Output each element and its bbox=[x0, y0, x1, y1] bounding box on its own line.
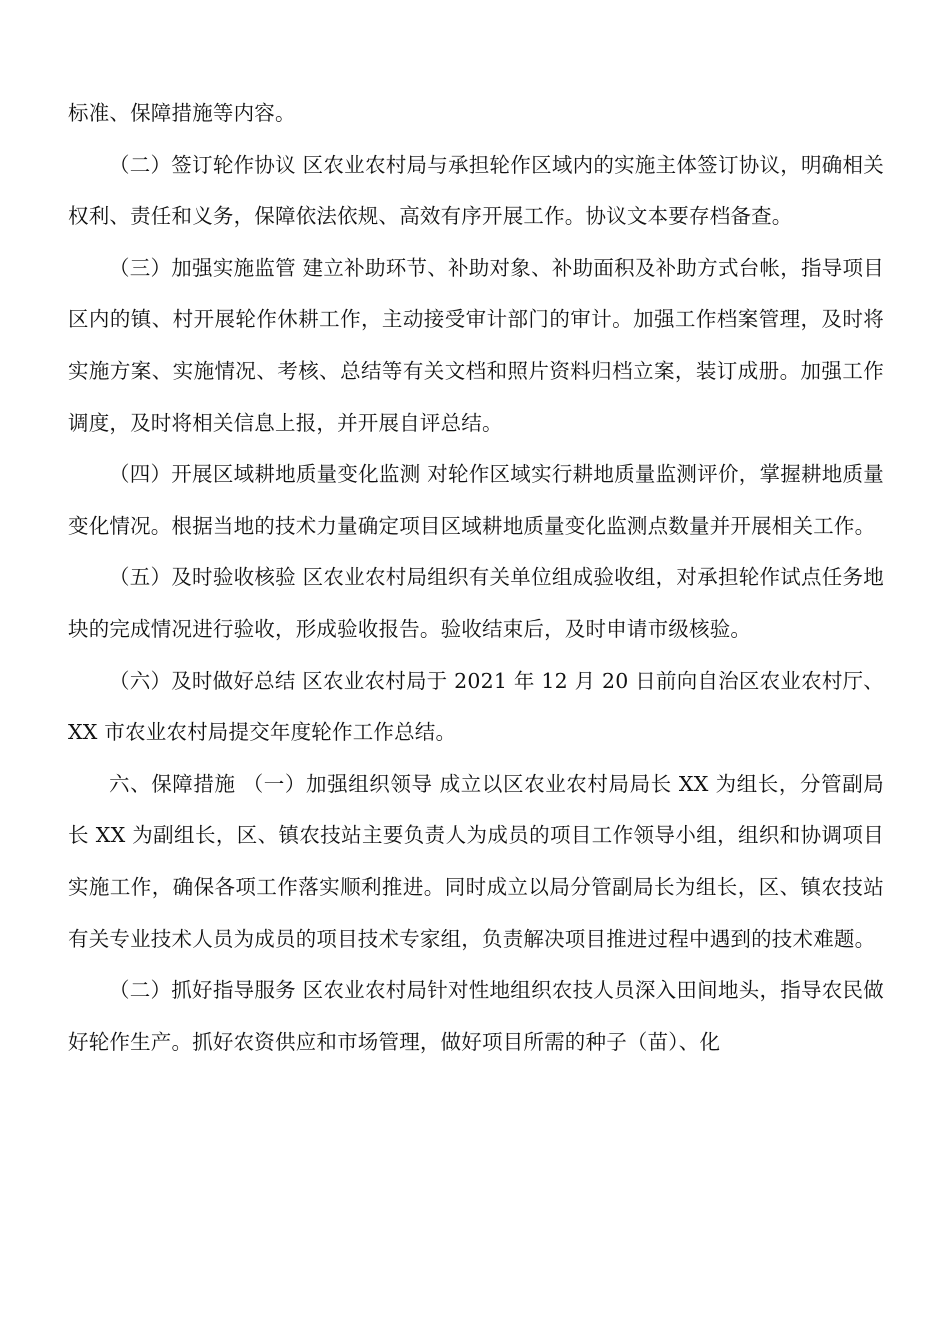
paragraph-acceptance: （五）及时验收核验 区农业农村局组织有关单位组成验收组，对承担轮作试点任务地块的完成情况进行验收，形成验收报告。验收结束后，及时申请市级核验。 bbox=[68, 565, 884, 641]
paragraph-continuation: 标准、保障措施等内容。 bbox=[68, 101, 296, 125]
document-body bbox=[68, 88, 884, 1068]
paragraph-safeguards-leadership: 六、保障措施 （一）加强组织领导 成立以区农业农村局局长 XX 为组长，分管副局长 XX 为副组长，区、镇农技站主要负责人为成员的项目工作领导小组，组织和协调项目实施工作，确保各项工作落实顺利推进。同时成立以局分管副局长为组长，区、镇农技站有关专业技术人员为成员的项目技术专家组，负责解决项目推进过程中遇到的技术难题。 bbox=[68, 771, 884, 951]
paragraph-summary: （六）及时做好总结 区农业农村局于 2021 年 12 月 20 日前向自治区农业农村厅、XX 市农业农村局提交年度轮作工作总结。 bbox=[68, 668, 884, 745]
paragraph-supervision: （三）加强实施监管 建立补助环节、补助对象、补助面积及补助方式台帐，指导项目区内的镇、村开展轮作休耕工作，主动接受审计部门的审计。加强工作档案管理，及时将实施方案、实施情况、考核、总结等有关文档和照片资料归档立案，装订成册。加强工作调度，及时将相关信息上报，并开展自评总结。 bbox=[68, 255, 884, 435]
paragraph-guidance-service: （二）抓好指导服务 区农业农村局针对性地组织农技人员深入田间地头，指导农民做好轮作生产。抓好农资供应和市场管理，做好项目所需的种子（苗）、化 bbox=[68, 978, 884, 1054]
paragraph-quality-monitoring: （四）开展区域耕地质量变化监测 对轮作区域实行耕地质量监测评价，掌握耕地质量变化情况。根据当地的技术力量确定项目区域耕地质量变化监测点数量并开展相关工作。 bbox=[68, 462, 884, 538]
paragraph-sign-agreement: （二）签订轮作协议 区农业农村局与承担轮作区域内的实施主体签订协议，明确相关权利、责任和义务，保障依法依规、高效有序开展工作。协议文本要存档备查。 bbox=[68, 152, 884, 229]
